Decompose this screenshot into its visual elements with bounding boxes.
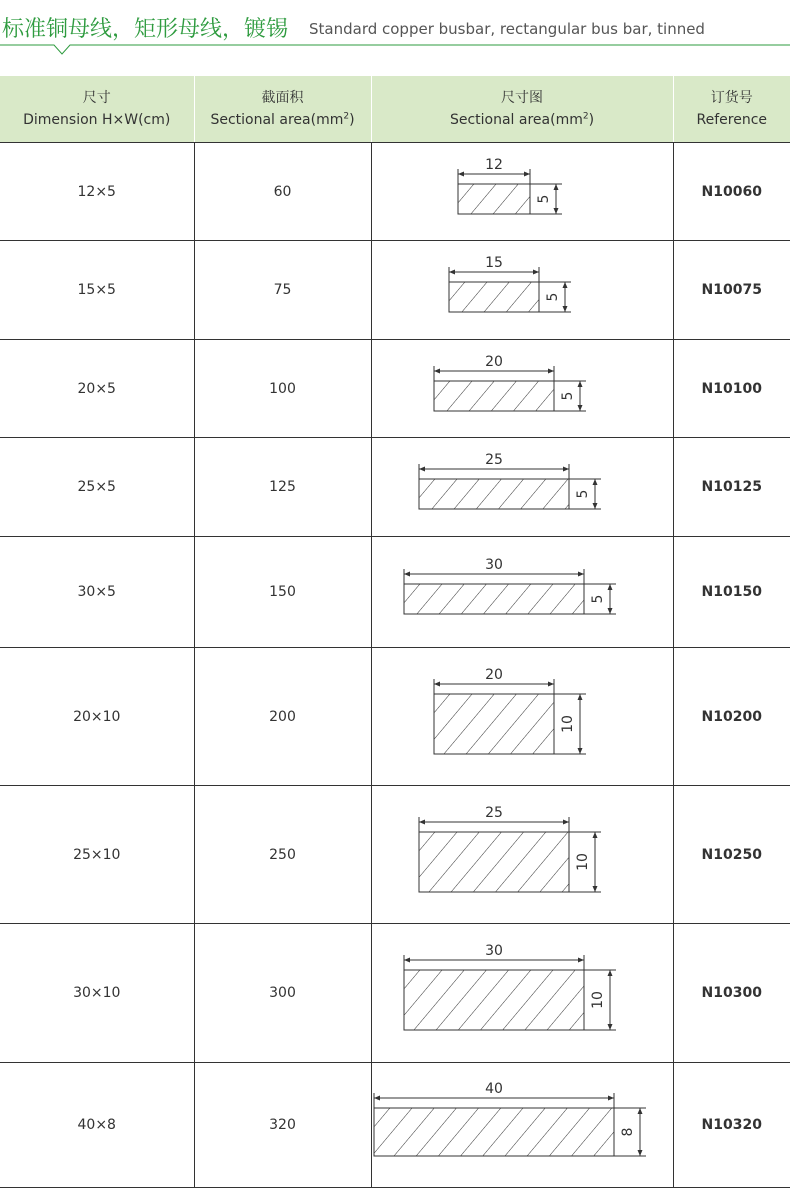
- width-label: 25: [485, 452, 503, 468]
- busbar-cross-section: [419, 832, 569, 892]
- width-label: 25: [485, 804, 503, 821]
- height-label: 10: [575, 852, 591, 871]
- cell-section-drawing: [371, 438, 673, 537]
- height-arrow-bottom: [638, 1150, 643, 1156]
- cell-area: 125: [194, 438, 371, 537]
- busbar-cross-section: [374, 1108, 614, 1156]
- busbar-section-drawing: [372, 1076, 672, 1174]
- height-arrow-top: [578, 381, 583, 387]
- cell-dimension: 20×5: [0, 340, 194, 438]
- header-dimension-zh: 尺寸: [82, 90, 111, 106]
- header-reference: [673, 76, 790, 143]
- cell-reference: N10060: [673, 143, 790, 241]
- cell-reference: N10200: [673, 648, 790, 786]
- table-row: [0, 143, 790, 241]
- page-title-en: Standard copper busbar, rectangular bus bar, tinned: [309, 20, 705, 38]
- height-label: 5: [536, 194, 552, 203]
- busbar-cross-section: [434, 694, 554, 754]
- height-arrow-top: [578, 694, 583, 700]
- header-area-close: ): [349, 112, 355, 128]
- width-label: 15: [485, 255, 503, 271]
- width-arrow-left: [449, 270, 455, 275]
- busbar-cross-section: [404, 584, 584, 614]
- busbar-cross-section: [404, 970, 584, 1030]
- table-row: [0, 786, 790, 924]
- cell-dimension: 15×5: [0, 241, 194, 340]
- width-arrow-right: [548, 681, 554, 686]
- cell-section-drawing: [371, 786, 673, 924]
- cell-dimension: 40×8: [0, 1063, 194, 1188]
- height-arrow-top: [593, 479, 598, 485]
- width-arrow-left: [419, 819, 425, 824]
- busbar-cross-section: [434, 381, 554, 411]
- busbar-spec-table: [0, 76, 790, 1188]
- width-arrow-right: [578, 572, 584, 577]
- height-label: 5: [560, 391, 576, 400]
- header-area: [194, 76, 371, 143]
- cell-reference: N10300: [673, 924, 790, 1063]
- width-arrow-left: [404, 958, 410, 963]
- cell-section-drawing: [371, 1063, 673, 1188]
- table-row: [0, 924, 790, 1063]
- cell-area: 320: [194, 1063, 371, 1188]
- cell-reference: N10075: [673, 241, 790, 340]
- width-arrow-right: [608, 1096, 614, 1101]
- header-drawing-sup: 2: [582, 111, 589, 122]
- page-title-zh: 标准铜母线，矩形母线，镀锡: [2, 17, 289, 42]
- cell-area: 75: [194, 241, 371, 340]
- table-row: [0, 1063, 790, 1188]
- width-label: 20: [485, 666, 503, 683]
- cell-area: 150: [194, 537, 371, 648]
- header-dimension: [0, 76, 194, 143]
- height-arrow-top: [563, 282, 568, 288]
- height-label: 5: [575, 489, 591, 499]
- busbar-section-drawing: [402, 938, 642, 1048]
- height-arrow-top: [593, 832, 598, 838]
- cell-dimension: 20×10: [0, 648, 194, 786]
- cell-reference: N10100: [673, 340, 790, 438]
- busbar-section-drawing: [402, 552, 642, 632]
- width-arrow-left: [419, 467, 425, 472]
- busbar-cross-section: [449, 282, 539, 312]
- width-arrow-left: [374, 1096, 380, 1101]
- height-arrow-bottom: [593, 503, 598, 509]
- width-arrow-right: [578, 958, 584, 963]
- height-label: 5: [545, 292, 561, 302]
- header-drawing: [371, 76, 673, 143]
- cell-section-drawing: [371, 648, 673, 786]
- table-header-row: [0, 76, 790, 143]
- cell-area: 250: [194, 786, 371, 924]
- height-label: 10: [590, 991, 606, 1009]
- width-label: 20: [485, 353, 503, 370]
- width-arrow-right: [524, 171, 530, 176]
- header-area-en: Sectional area(mm: [210, 112, 344, 128]
- height-arrow-top: [554, 184, 559, 190]
- height-label: 10: [560, 714, 576, 733]
- cell-area: 300: [194, 924, 371, 1063]
- height-label: 8: [620, 1127, 636, 1137]
- header-reference-zh: 订货号: [710, 90, 753, 106]
- cell-reference: N10320: [673, 1063, 790, 1188]
- title-bar: [0, 0, 790, 58]
- height-arrow-bottom: [554, 208, 559, 214]
- width-label: 40: [485, 1081, 503, 1097]
- busbar-section-drawing: [456, 152, 588, 232]
- cell-dimension: 25×5: [0, 438, 194, 537]
- header-reference-en: Reference: [696, 112, 767, 128]
- table-row: [0, 537, 790, 648]
- cell-section-drawing: [371, 143, 673, 241]
- cell-dimension: 25×10: [0, 786, 194, 924]
- table-row: [0, 241, 790, 340]
- width-arrow-left: [434, 681, 440, 686]
- header-drawing-en: Sectional area(mm: [449, 112, 583, 128]
- table-row: [0, 340, 790, 438]
- width-arrow-right: [563, 467, 569, 472]
- table-row: [0, 648, 790, 786]
- width-arrow-left: [458, 171, 464, 176]
- width-arrow-right: [533, 270, 539, 275]
- width-arrow-right: [548, 368, 554, 373]
- height-arrow-bottom: [593, 886, 598, 892]
- header-area-zh: 截面积: [261, 90, 304, 106]
- cell-section-drawing: [371, 241, 673, 340]
- header-drawing-zh: 尺寸图: [501, 90, 543, 106]
- busbar-section-drawing: [417, 800, 627, 910]
- cell-reference: N10125: [673, 438, 790, 537]
- header-area-sup: 2: [343, 111, 350, 122]
- header-drawing-en-wrap: [372, 109, 673, 131]
- busbar-cross-section: [419, 479, 569, 509]
- title-underline: [0, 0, 790, 58]
- busbar-section-drawing: [432, 349, 612, 429]
- width-arrow-left: [404, 572, 410, 577]
- cell-reference: N10250: [673, 786, 790, 924]
- width-arrow-right: [563, 819, 569, 824]
- cell-reference: N10150: [673, 537, 790, 648]
- cell-section-drawing: [371, 924, 673, 1063]
- cell-section-drawing: [371, 537, 673, 648]
- busbar-section-drawing: [447, 250, 597, 330]
- cell-dimension: 30×10: [0, 924, 194, 1063]
- width-arrow-left: [434, 368, 440, 373]
- width-label: 12: [485, 156, 503, 173]
- cell-dimension: 12×5: [0, 143, 194, 241]
- cell-area: 100: [194, 340, 371, 438]
- cell-dimension: 30×5: [0, 537, 194, 648]
- width-label: 30: [485, 943, 503, 959]
- busbar-cross-section: [458, 184, 530, 214]
- height-arrow-bottom: [608, 1024, 613, 1030]
- header-area-en-wrap: [195, 109, 371, 131]
- height-arrow-bottom: [608, 608, 613, 614]
- busbar-section-drawing: [417, 447, 627, 527]
- height-label: 5: [590, 594, 606, 604]
- height-arrow-bottom: [578, 405, 583, 411]
- height-arrow-bottom: [563, 306, 568, 312]
- height-arrow-top: [608, 970, 613, 976]
- cell-area: 200: [194, 648, 371, 786]
- height-arrow-top: [608, 584, 613, 590]
- header-drawing-close: ): [588, 112, 595, 128]
- cell-section-drawing: [371, 340, 673, 438]
- table-row: [0, 438, 790, 537]
- busbar-section-drawing: [432, 662, 612, 772]
- width-label: 30: [485, 557, 503, 573]
- header-dimension-en: Dimension H×W(cm): [23, 112, 171, 128]
- height-arrow-bottom: [578, 748, 583, 754]
- height-arrow-top: [638, 1108, 643, 1114]
- cell-area: 60: [194, 143, 371, 241]
